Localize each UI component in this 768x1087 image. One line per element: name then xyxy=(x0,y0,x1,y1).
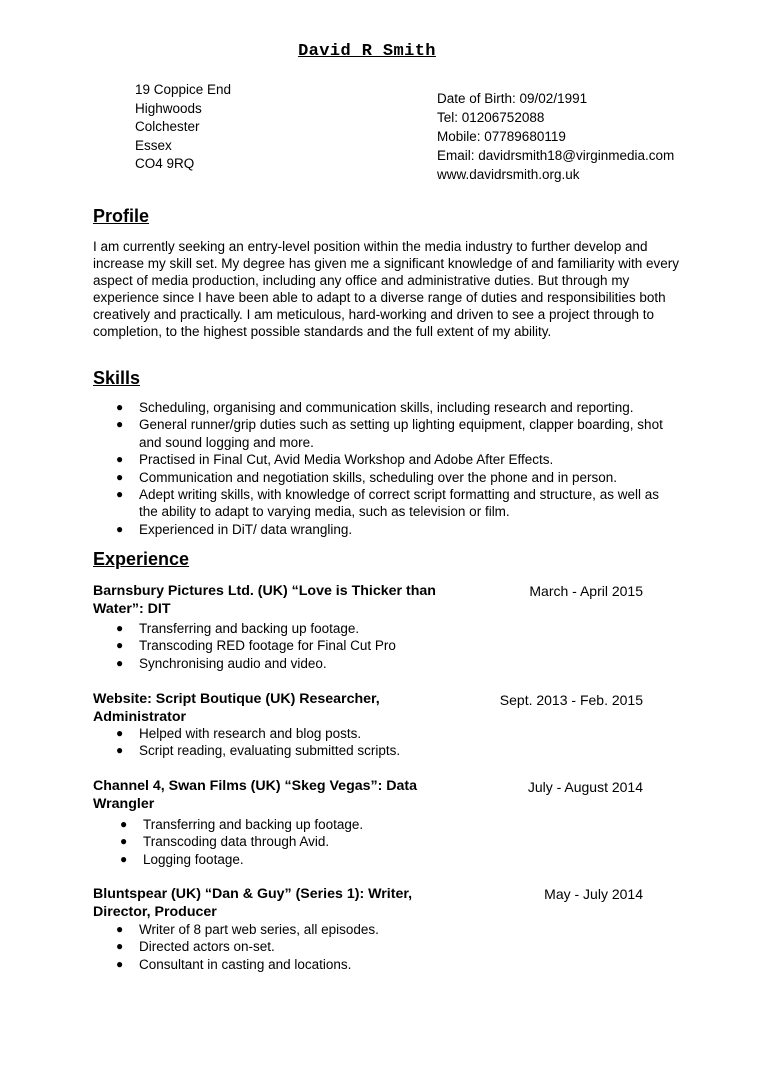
address-line: Colchester xyxy=(135,119,200,134)
job-duties xyxy=(116,725,536,760)
list-item xyxy=(116,725,536,742)
bullet-icon: ● xyxy=(116,521,124,536)
address-line: Essex xyxy=(135,137,172,153)
postal-address xyxy=(135,81,231,174)
bullet-icon: ● xyxy=(116,487,124,502)
skill-text: Practised in Final Cut, Avid Media Workshop and Adobe After Effects. xyxy=(139,452,554,468)
date-of-birth: Date of Birth: 09/02/1991 xyxy=(437,91,588,106)
bullet-icon: ● xyxy=(120,851,128,866)
candidate-name: David R Smith xyxy=(298,42,436,61)
job-duties xyxy=(116,921,536,973)
telephone: Tel: 01206752088 xyxy=(437,110,545,125)
skill-text: Communication and negotiation skills, scheduling over the phone and in person. xyxy=(139,469,618,485)
bullet-icon: ● xyxy=(116,621,124,635)
list-item xyxy=(116,451,676,468)
list-item xyxy=(120,851,540,868)
email: Email: davidrsmith18@virginmedia.com xyxy=(437,148,675,163)
skill-text: Adept writing skills, with knowledge of correct script formatting and structure, as well as the ability to adapt to varying media, such as television or film. xyxy=(139,487,659,520)
duty-text: Transcoding data through Avid. xyxy=(143,834,330,850)
duty-text: Script reading, evaluating submitted scripts. xyxy=(139,743,401,759)
list-item xyxy=(116,521,676,538)
profile-heading: Profile xyxy=(93,206,150,226)
address-line: Highwoods xyxy=(135,100,202,116)
list-item xyxy=(116,921,536,938)
list-item xyxy=(116,938,536,955)
duty-text: Synchronising audio and video. xyxy=(139,655,327,671)
job-title: Bluntspear (UK) “Dan & Guy” (Series 1): Writer, Director, Producer xyxy=(93,886,413,920)
profile-text: I am currently seeking an entry-level position within the media industry to further develop and increase my skill set. My degree has given me a significant knowledge of and familiarity with every aspect of media production, including any office and administrative duties. But through my experience since I have been able to adapt to a diverse range of duties and responsibilities both creatively and practically. I am meticulous, hard-working and driven to see a project through to completion, to the highest possible standards and the full extent of my ability. xyxy=(93,239,680,340)
list-item xyxy=(116,486,676,521)
duty-text: Writer of 8 part web series, all episodes. xyxy=(139,922,379,937)
contact-details xyxy=(437,89,674,184)
list-item xyxy=(116,655,536,672)
bullet-icon: ● xyxy=(120,834,128,849)
bullet-icon: ● xyxy=(116,638,124,653)
skills-heading: Skills xyxy=(93,368,141,388)
list-item xyxy=(116,637,536,654)
job-title: Website: Script Boutique (UK) Researcher, Administrator xyxy=(93,691,380,725)
duty-text: Transferring and backing up footage. xyxy=(143,817,364,832)
list-item xyxy=(116,416,676,451)
duty-text: Helped with research and blog posts. xyxy=(139,726,362,741)
duty-text: Directed actors on-set. xyxy=(139,939,275,955)
skill-text: Experienced in DiT/ data wrangling. xyxy=(139,521,353,537)
mobile: Mobile: 07789680119 xyxy=(437,129,566,144)
list-item xyxy=(116,956,536,973)
job-date: May - July 2014 xyxy=(544,886,643,902)
bullet-icon: ● xyxy=(116,400,124,414)
job-date: March - April 2015 xyxy=(529,583,643,599)
duty-text: Consultant in casting and locations. xyxy=(139,956,352,972)
job-date: Sept. 2013 - Feb. 2015 xyxy=(499,692,643,708)
list-item xyxy=(120,833,540,850)
job-duties xyxy=(120,816,540,868)
list-item xyxy=(116,620,536,637)
bullet-icon: ● xyxy=(116,922,124,936)
bullet-icon: ● xyxy=(116,939,124,954)
job-title: Barnsbury Pictures Ltd. (UK) “Love is Thicker than Water”: DIT xyxy=(93,583,436,617)
website: www.davidrsmith.org.uk xyxy=(437,167,580,182)
bullet-icon: ● xyxy=(116,452,124,467)
address-line: CO4 9RQ xyxy=(135,156,195,171)
duty-text: Transcoding RED footage for Final Cut Pro xyxy=(139,638,396,654)
bullet-icon: ● xyxy=(116,655,124,670)
skill-text: Scheduling, organising and communication skills, including research and reporting. xyxy=(139,400,634,415)
list-item xyxy=(116,469,676,486)
bullet-icon: ● xyxy=(120,817,128,831)
experience-heading: Experience xyxy=(93,549,190,569)
bullet-icon: ● xyxy=(116,743,124,758)
bullet-icon: ● xyxy=(116,726,124,740)
list-item xyxy=(120,816,540,833)
bullet-icon: ● xyxy=(116,469,124,484)
skills-list xyxy=(116,399,676,538)
bullet-icon: ● xyxy=(116,956,124,971)
list-item xyxy=(116,399,676,416)
duty-text: Logging footage. xyxy=(143,851,244,867)
duty-text: Transferring and backing up footage. xyxy=(139,621,360,636)
job-duties xyxy=(116,620,536,672)
job-title: Channel 4, Swan Films (UK) “Skeg Vegas”: Data Wrangler xyxy=(93,778,418,812)
skill-text: General runner/grip duties such as setting up lighting equipment, clapper boarding, shot and sound logging and more. xyxy=(139,417,663,450)
address-line: 19 Coppice End xyxy=(135,82,232,97)
bullet-icon: ● xyxy=(116,417,124,432)
list-item xyxy=(116,742,536,759)
job-date: July - August 2014 xyxy=(527,779,643,795)
